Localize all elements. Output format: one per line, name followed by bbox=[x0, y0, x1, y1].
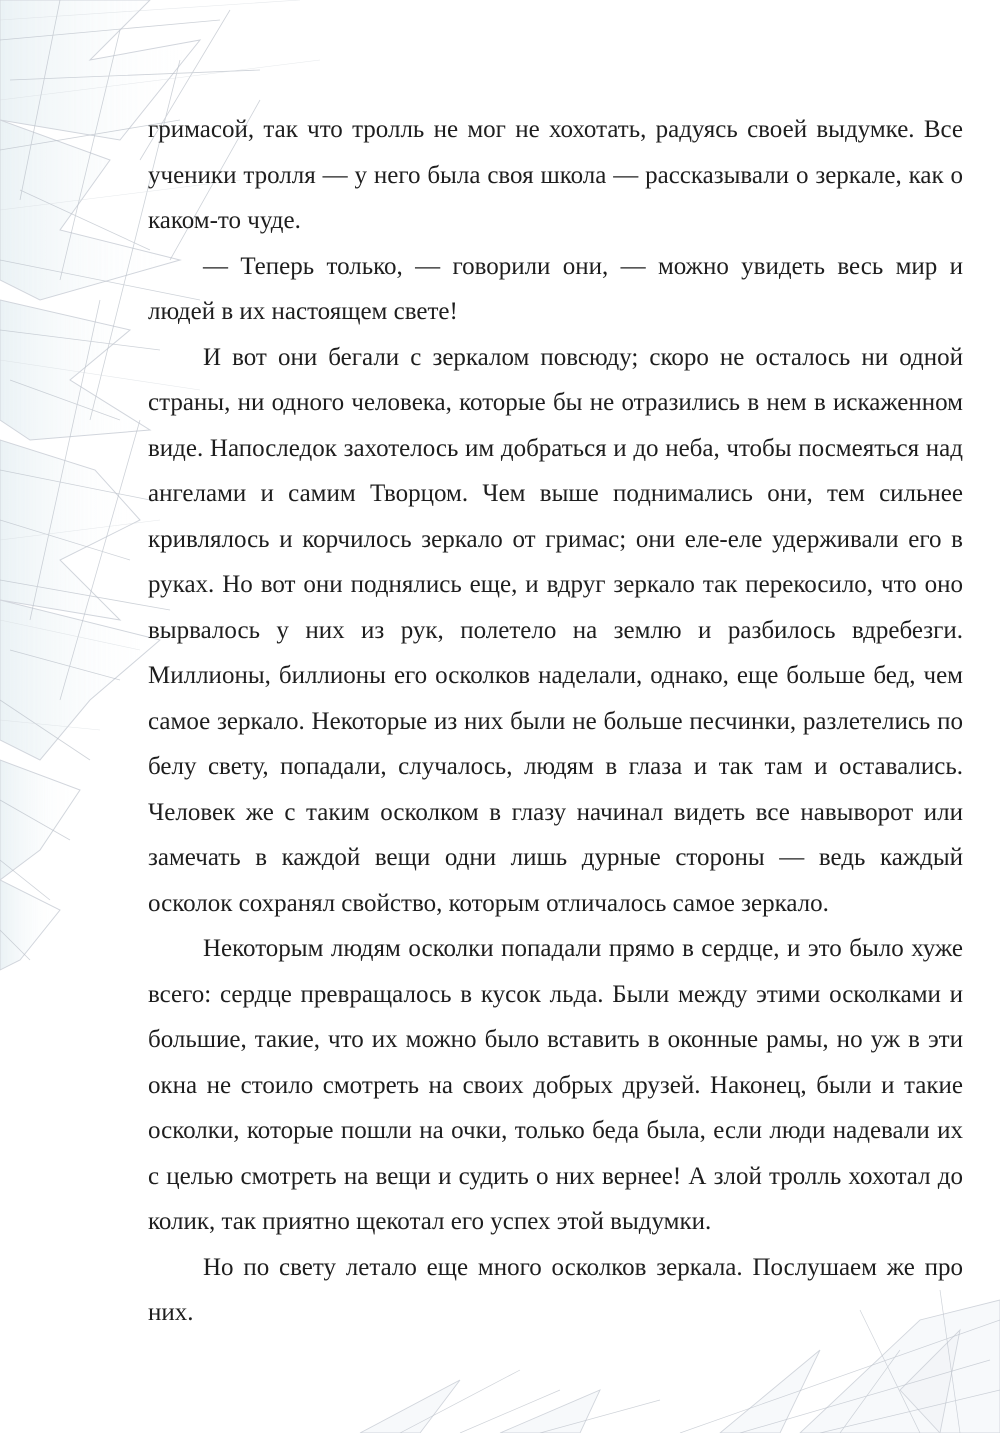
paragraph-2: — Теперь только, — говорили они, — можно увидеть весь мир и людей в их настоящем свете! bbox=[148, 252, 963, 325]
paragraph-3: И вот они бегали с зеркалом повсюду; скоро не осталось ни одной страны, ни одного человека, которые бы не отразились в нем в искаженном виде. Напоследок захотелось им добраться и до неба, чтобы посмеяться над ангелами и самим Творцом. Чем выше поднимались они, тем сильнее кривлялось и корчилось зеркало от гримас; они еле-еле удерживали его в руках. Но вот они поднялись еще, и вдруг зеркало так перекосило, что оно вырвалось у них из рук, полетело на землю и разбилось вдребезги. Миллионы, биллионы его осколков наделали, однако, еще больше бед, чем самое зеркало. Некоторые из них были не больше песчинки, разлетелись по белу свету, попадали, случалось, людям в глаза и так там и оставались. Человек же с таким осколком в глазу начинал видеть все навыворот или замечать в каждой вещи одни лишь дурные стороны — ведь каждый осколок сохранял свойство, которым отличалось самое зеркало. bbox=[148, 343, 963, 917]
paragraph-4: Некоторым людям осколки попадали прямо в сердце, и это было хуже всего: сердце превращалось в кусок льда. Были между этими осколками и большие, такие, что их можно было вставить в оконные рамы, но уж в эти окна не стоило смотреть на своих добрых друзей. Наконец, были и такие осколки, которые пошли на очки, только беда была, если люди надевали их с целью смотреть на вещи и судить о них вернее! А злой тролль хохотал до колик, так приятно щекотал его успех этой выдумки. bbox=[148, 935, 963, 1235]
main-text bbox=[148, 107, 963, 1336]
paragraph-5: Но по свету летало еще много осколков зеркала. Послушаем же про них. bbox=[148, 1253, 963, 1326]
paragraph-1: гримасой, так что тролль не мог не хохотать, радуясь своей выдумке. Все ученики тролля — у него была своя школа — рассказывали о зеркале, как о каком-то чуде. bbox=[148, 116, 963, 234]
